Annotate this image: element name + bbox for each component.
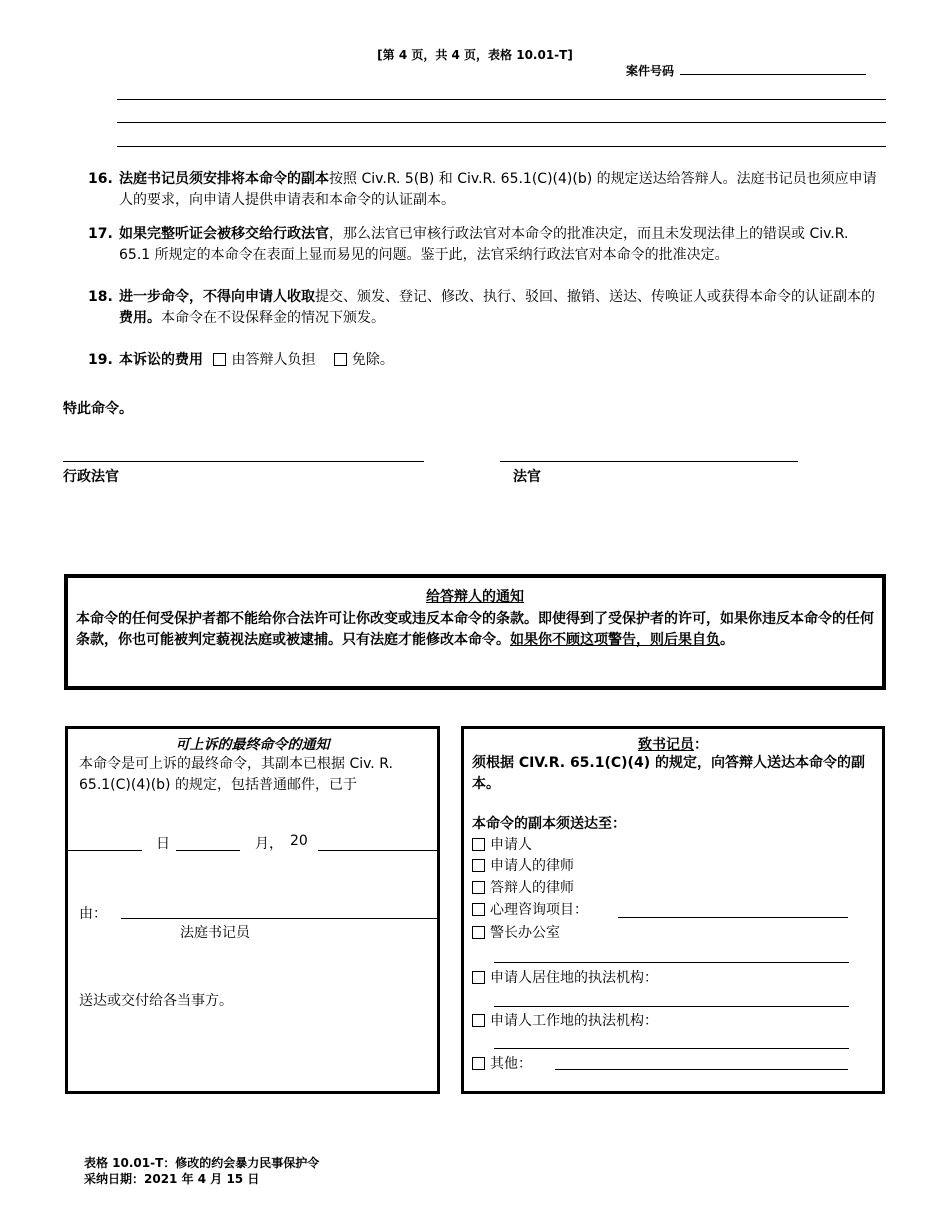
- option-petitioner-attorney: [472, 855, 574, 875]
- option-label: 申请人居住地的执法机构：: [490, 970, 658, 986]
- footer-adopted-date: 采纳日期：2021 年 4 月 15 日: [84, 1172, 260, 1186]
- notice-body-text: 本命令的任何受保护者都不能给你合法许可让你改变或违反本命令的条款。即使得到了受保护者的许可，如果你违反本命令的任何条款，你也可能被判定藐视法庭或被逮捕。只有法庭才能修改本命令。: [76, 611, 874, 648]
- counseling-field[interactable]: [618, 917, 848, 918]
- option-petitioner: [472, 834, 532, 854]
- day-label: 日: [156, 836, 170, 852]
- item-number: 16.: [88, 171, 113, 187]
- counseling-checkbox[interactable]: [472, 903, 485, 916]
- appealable-order-box: [65, 726, 440, 1094]
- option-label: 其他：: [490, 1056, 532, 1072]
- option-other: [472, 1053, 532, 1073]
- option-label: 答辩人的律师: [490, 880, 574, 896]
- option-work-police: [472, 1010, 658, 1030]
- notice-body: [76, 609, 874, 651]
- year-field[interactable]: [318, 850, 437, 851]
- petitioner-checkbox[interactable]: [472, 838, 485, 851]
- to-clerk-title: 致书记员: [638, 737, 694, 753]
- page-info: [第 4 页，共 4 页，表格 10.01-T]: [377, 48, 573, 62]
- other-checkbox[interactable]: [472, 1057, 485, 1070]
- item-number: 17.: [88, 226, 113, 242]
- to-clerk-box: [461, 726, 885, 1094]
- item-text-2: 本命令在不设保释金的情况下颁发。: [161, 310, 385, 326]
- footer-form-name: 表格 10.01-T：修改的约会暴力民事保护令: [84, 1156, 320, 1170]
- magistrate-signature-line[interactable]: [63, 461, 424, 462]
- day-field[interactable]: [68, 850, 142, 851]
- item-number: 19.: [88, 352, 113, 368]
- option-label: 心理咨询项目：: [490, 902, 588, 918]
- option-label: 申请人工作地的执法机构：: [490, 1013, 658, 1029]
- continuation-line-1: [117, 99, 886, 100]
- other-field[interactable]: [555, 1069, 848, 1070]
- so-ordered: 特此命令。: [63, 401, 133, 417]
- item-text: 提交、颁发、登记、修改、执行、驳回、撤销、送达、传唤证人或获得本命令的认证副本的: [315, 289, 875, 305]
- residence-police-field[interactable]: [494, 1006, 849, 1007]
- item-number: 18.: [88, 289, 113, 305]
- to-clerk-colon: ：: [694, 737, 708, 753]
- month-field[interactable]: [176, 850, 240, 851]
- case-number-label: 案件号码: [626, 64, 675, 78]
- served-text: 送达或交付给各当事方。: [79, 993, 233, 1009]
- costs-respondent-label: 由答辩人负担: [231, 352, 316, 368]
- year-prefix: 20: [290, 833, 308, 849]
- item-bold-text: 法庭书记员须安排将本命令的副本: [119, 171, 329, 187]
- copies-to-label: 本命令的副本须送达至：: [472, 816, 626, 832]
- appealable-body: 本命令是可上诉的最终命令，其副本已根据 Civ. R. 65.1(C)(4)(b) 的规定，包括普通邮件，已于: [79, 756, 393, 793]
- costs-respondent-checkbox[interactable]: [213, 353, 226, 366]
- option-residence-police: [472, 967, 658, 987]
- clerk-signature-line[interactable]: [121, 918, 437, 919]
- item-bold-text: 进一步命令，不得向申请人收取: [119, 289, 315, 305]
- item-bold-text: 本诉讼的费用: [119, 352, 203, 368]
- notice-to-respondent: [64, 574, 886, 690]
- item-text: ，那么法官已审核行政法官对本命令的批准决定，而且未发现法律上的错误或 Civ.R. 65.1 所规定的本命令在表面上显而易见的问题。鉴于此，法官采纳行政法官对本命令的批准决定。: [119, 226, 849, 263]
- to-clerk-instruction: 须根据 CIV.R. 65.1(C)(4) 的规定，向答辩人送达本命令的副本。: [472, 755, 865, 792]
- clerk-label: 法庭书记员: [180, 925, 250, 941]
- option-label: 警长办公室: [490, 925, 560, 941]
- sheriff-field[interactable]: [494, 962, 849, 963]
- appealable-title: 可上诉的最终命令的通知: [175, 737, 330, 753]
- case-number-field[interactable]: [680, 74, 866, 75]
- sheriff-checkbox[interactable]: [472, 926, 485, 939]
- judge-label: 法官: [513, 469, 541, 485]
- item-text: 按照 Civ.R. 5(B) 和 Civ.R. 65.1(C)(4)(b) 的规定送达给答辩人。法庭书记员也须应申请人的要求，向申请人提供申请表和本命令的认证副本。: [119, 171, 877, 208]
- item-bold-text-2: 费用。: [119, 310, 161, 326]
- continuation-line-2: [117, 122, 886, 123]
- respondent-attorney-checkbox[interactable]: [472, 881, 485, 894]
- notice-title: 给答辩人的通知: [426, 589, 524, 605]
- work-police-checkbox[interactable]: [472, 1014, 485, 1027]
- option-label: 申请人的律师: [490, 858, 574, 874]
- month-label: 月，: [255, 836, 283, 852]
- residence-police-checkbox[interactable]: [472, 971, 485, 984]
- notice-warning: 如果你不顾这项警告，则后果自负: [510, 632, 720, 648]
- notice-end: 。: [720, 632, 734, 648]
- to-clerk-title-wrap: [464, 734, 882, 754]
- item-bold-text: 如果完整听证会被移交给行政法官: [119, 226, 329, 242]
- judge-signature-line[interactable]: [500, 461, 798, 462]
- costs-waived-label: 免除。: [351, 352, 394, 368]
- option-respondent-attorney: [472, 877, 574, 897]
- option-label: 申请人: [490, 837, 532, 853]
- by-label: 由：: [79, 906, 107, 922]
- option-sheriff: [472, 922, 560, 942]
- costs-waived-checkbox[interactable]: [334, 353, 347, 366]
- continuation-line-3: [117, 146, 886, 147]
- magistrate-label: 行政法官: [63, 469, 119, 485]
- work-police-field[interactable]: [494, 1048, 849, 1049]
- option-counseling: [472, 899, 588, 919]
- petitioner-attorney-checkbox[interactable]: [472, 859, 485, 872]
